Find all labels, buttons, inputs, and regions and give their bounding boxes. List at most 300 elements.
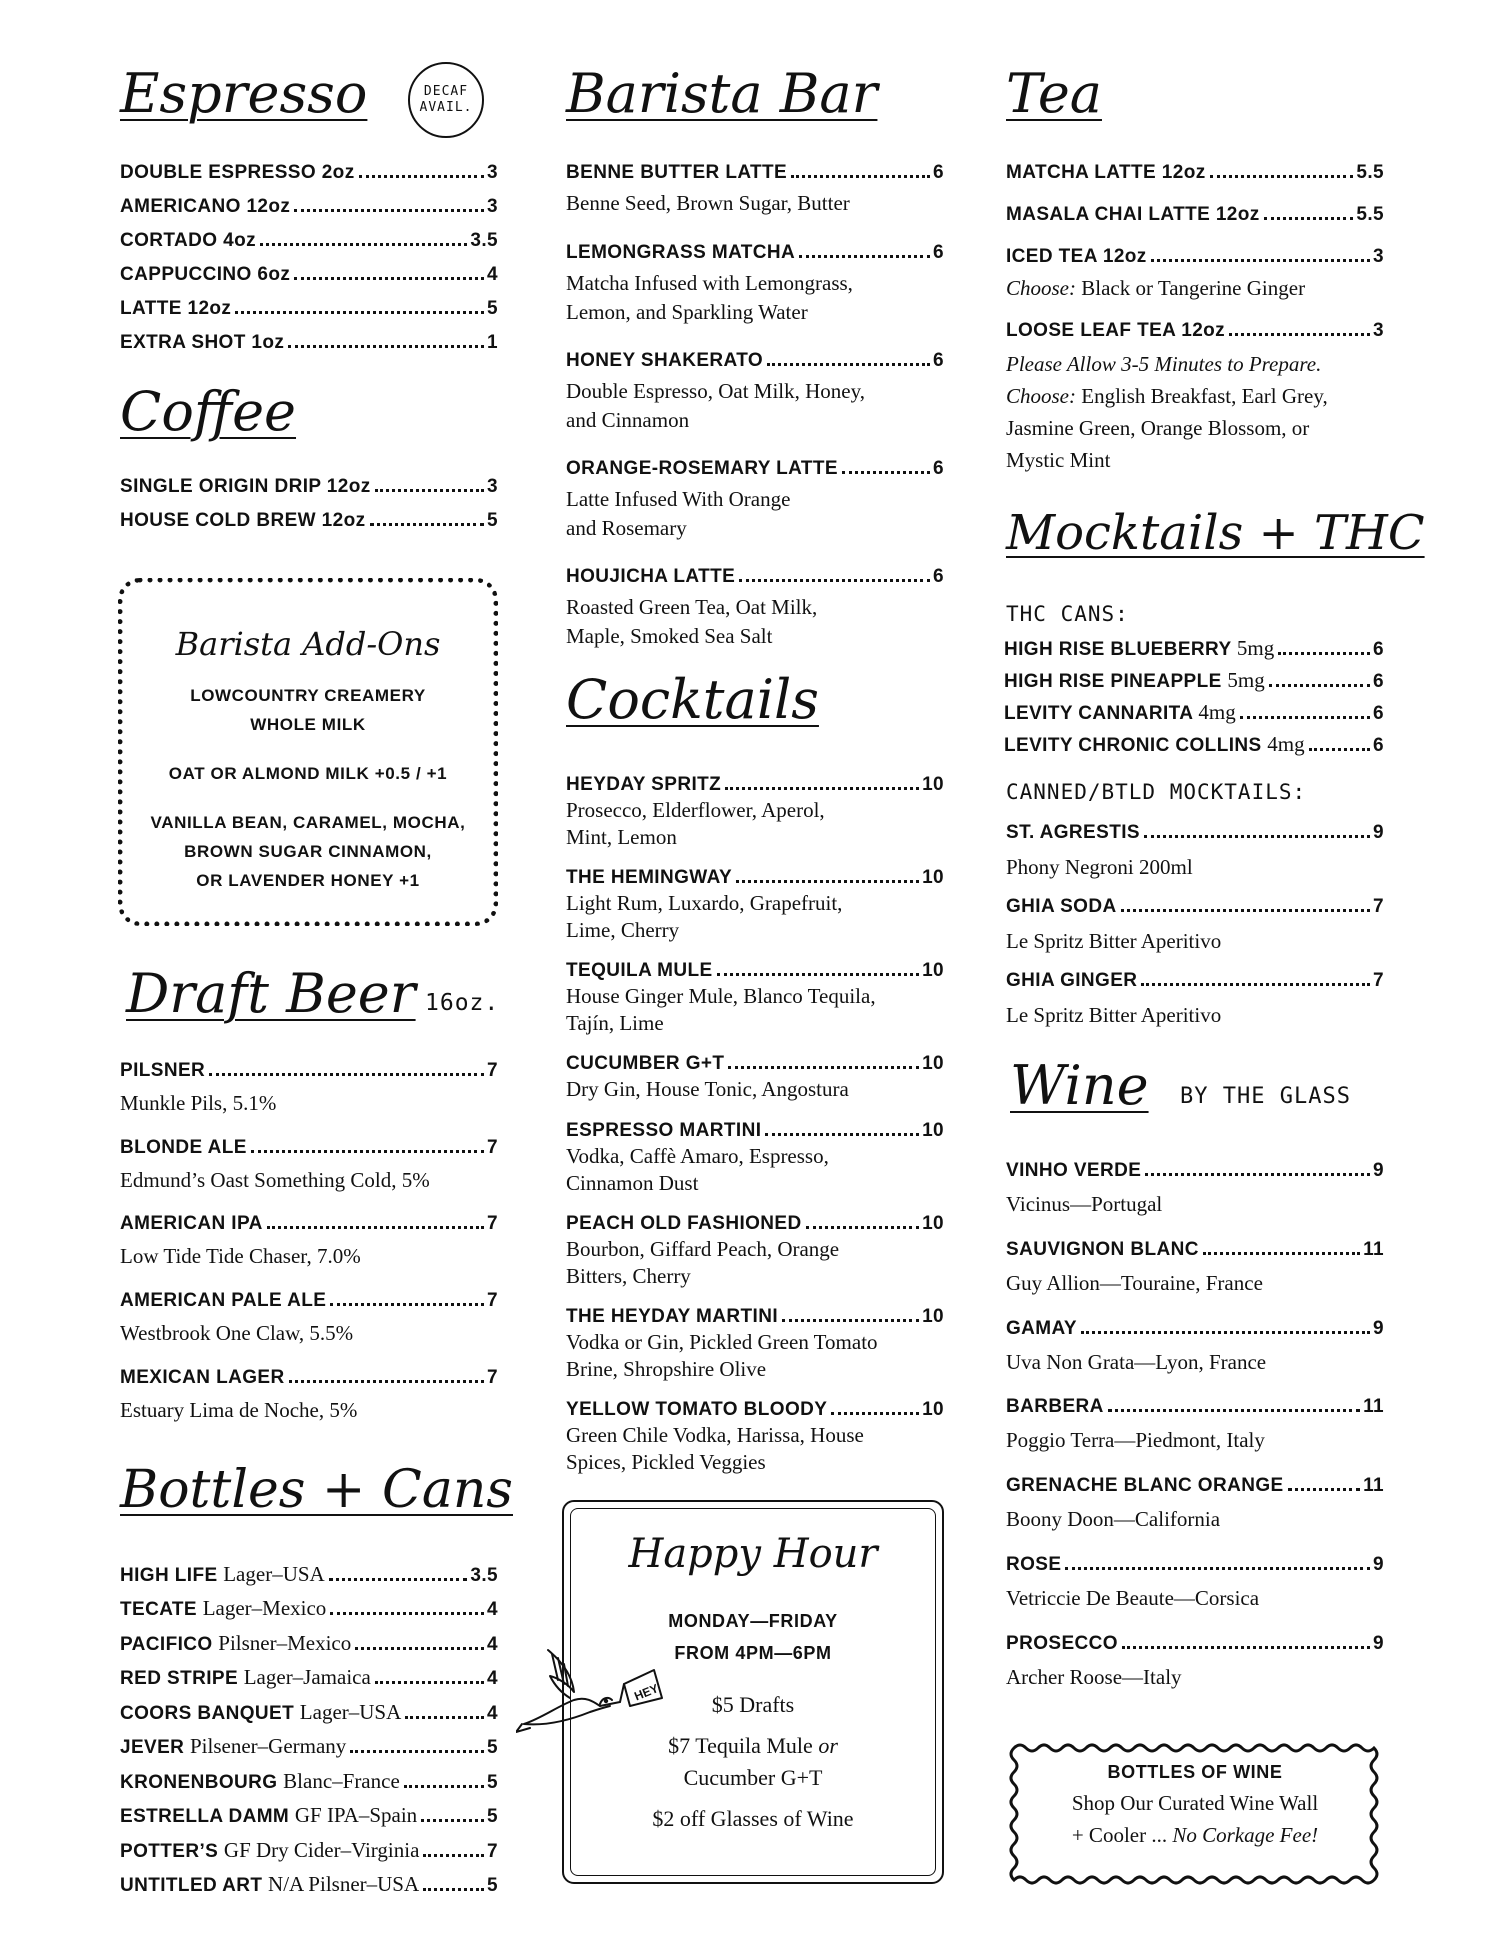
item-name: YELLOW TOMATO BLOODY (566, 1399, 828, 1420)
item-price: 10 (922, 960, 944, 981)
item-name: PILSNER (120, 1060, 206, 1081)
desc-line: Mint, Lemon (566, 825, 677, 849)
thc-name: LEVITY CANNARITA (1004, 703, 1193, 724)
item-description: Le Spritz Bitter Aperitivo (1006, 929, 1222, 953)
dot-leader (375, 1681, 484, 1684)
item-description: Edmund’s Oast Something Cold, 5% (120, 1168, 430, 1192)
dot-leader (359, 175, 484, 178)
desc-line: Green Chile Vodka, Harissa, House (566, 1423, 864, 1447)
dot-leader (350, 1750, 484, 1753)
item-description (1006, 348, 1384, 476)
item-price: 5 (487, 1806, 498, 1827)
item-price: 6 (933, 566, 944, 587)
item-name: PROSECCO (1006, 1633, 1118, 1654)
item-name: CAPPUCCINO 6oz (120, 264, 291, 285)
item-price: 4 (487, 1599, 498, 1620)
item-price: 5 (487, 1772, 498, 1793)
desc-line: House Ginger Mule, Blanco Tequila, (566, 984, 876, 1008)
thc-dose: 4mg (1267, 732, 1305, 756)
dot-leader (329, 1578, 468, 1581)
menu-item-row (120, 332, 498, 354)
beer-brand: TECATE (120, 1599, 197, 1620)
addons-line: VANILLA BEAN, CARAMEL, MOCHA, (150, 813, 466, 832)
menu-item-row (1006, 1475, 1384, 1497)
item-price: 11 (1363, 1239, 1384, 1260)
item-name: AMERICANO 12oz (120, 196, 291, 217)
dot-leader (1203, 1252, 1360, 1255)
item-price: 10 (922, 1053, 944, 1074)
thc-name: LEVITY CHRONIC COLLINS (1004, 735, 1262, 756)
item-price: 7 (487, 1213, 498, 1234)
item-price: 5 (487, 298, 498, 319)
deal-wine: $2 off Glasses of Wine (652, 1806, 854, 1831)
item-price: 7 (1373, 896, 1384, 917)
item-name: MATCHA LATTE 12oz (1006, 162, 1206, 183)
dot-leader (294, 209, 484, 212)
column-left (120, 0, 513, 1941)
wine-bottles-line1: Shop Our Curated Wine Wall (1071, 1791, 1319, 1815)
menu-item-row (1004, 668, 1384, 693)
dot-leader (1278, 652, 1370, 655)
item-price: 6 (933, 242, 944, 263)
dot-leader (209, 1073, 484, 1076)
dot-leader (791, 175, 930, 178)
item-description (566, 269, 944, 327)
menu-item-row (1006, 1554, 1384, 1576)
dot-leader (294, 277, 484, 280)
beer-style: Pilsner–Mexico (218, 1631, 352, 1655)
item-price: 6 (933, 458, 944, 479)
item-name: GHIA SODA (1006, 896, 1117, 917)
dot-leader (375, 489, 484, 492)
desc-line: and Rosemary (566, 516, 687, 540)
dot-leader (842, 471, 930, 474)
desc-line: Jasmine Green, Orange Blossom, or (1006, 416, 1310, 440)
beer-brand: COORS BANQUET (120, 1703, 295, 1724)
item-price: 7 (1373, 970, 1384, 991)
dot-leader (235, 311, 484, 314)
dot-leader (1108, 1409, 1360, 1412)
item-name (120, 1631, 351, 1656)
choose-label: Choose: (1006, 276, 1076, 300)
dot-leader (1065, 1567, 1370, 1570)
draft-size: 16oz. (425, 990, 500, 1016)
happy-hour-days: MONDAY—FRIDAY (668, 1611, 838, 1631)
item-description (566, 1236, 944, 1290)
item-description (566, 593, 944, 651)
dot-leader (717, 973, 919, 976)
item-name (120, 1803, 417, 1828)
item-name: LOOSE LEAF TEA 12oz (1006, 320, 1226, 341)
item-description: Munkle Pils, 5.1% (120, 1091, 277, 1115)
item-price: 3 (487, 196, 498, 217)
item-name: ORANGE-ROSEMARY LATTE (566, 458, 838, 479)
dot-leader (1141, 983, 1370, 986)
item-name: MEXICAN LAGER (120, 1367, 285, 1388)
wine-bottles-box (1006, 1758, 1384, 1850)
beer-style: GF IPA–Spain (294, 1803, 418, 1827)
item-price: 6 (1373, 735, 1384, 756)
dot-leader (1229, 333, 1370, 336)
item-name: CORTADO 4oz (120, 230, 256, 251)
menu-item-row (120, 1137, 498, 1159)
menu-item-row (120, 1213, 498, 1235)
desc-line: Benne Seed, Brown Sugar, Butter (566, 191, 850, 215)
dot-leader (1081, 1331, 1370, 1334)
item-price: 1 (487, 332, 498, 353)
menu-item-row (566, 867, 944, 889)
desc-line: Cinnamon Dust (566, 1171, 699, 1195)
menu-item-row (566, 242, 944, 264)
item-name: GHIA GINGER (1006, 970, 1138, 991)
item-name (1004, 668, 1265, 693)
menu-item-row (1006, 970, 1384, 992)
addons-text (123, 681, 493, 895)
beer-brand: HIGH LIFE (120, 1565, 218, 1586)
loose-leaf-note (1006, 348, 1384, 380)
dot-leader (736, 880, 919, 883)
item-description: Phony Negroni 200ml (1006, 855, 1193, 879)
item-price: 7 (487, 1841, 498, 1862)
menu-item-row (120, 1367, 498, 1389)
iced-tea-options: Black or Tangerine Ginger (1081, 276, 1306, 300)
item-price: 3 (487, 476, 498, 497)
item-name (120, 1838, 419, 1863)
wine-bottles-line2 (1006, 1820, 1384, 1850)
menu-item-row (566, 162, 944, 184)
item-price: 10 (922, 1120, 944, 1141)
desc-line: Bitters, Cherry (566, 1264, 691, 1288)
menu-item-row (1004, 732, 1384, 757)
thc-dose: 4mg (1198, 700, 1236, 724)
item-description: Guy Allion—Touraine, France (1006, 1271, 1263, 1295)
dot-leader (782, 1319, 919, 1322)
item-name: BLONDE ALE (120, 1137, 247, 1158)
menu-item-row (120, 196, 498, 218)
dot-leader (260, 243, 467, 246)
item-price: 3.5 (470, 1565, 498, 1586)
desc-line: Roasted Green Tea, Oat Milk, (566, 595, 818, 619)
item-description: Estuary Lima de Noche, 5% (120, 1398, 358, 1422)
desc-line: Lemon, and Sparkling Water (566, 300, 808, 324)
item-price: 9 (1373, 1554, 1384, 1575)
dot-leader (1121, 909, 1370, 912)
item-name: PEACH OLD FASHIONED (566, 1213, 802, 1234)
item-name: ST. AGRESTIS (1006, 822, 1140, 843)
item-price: 9 (1373, 822, 1384, 843)
wine-bottles-cooler: + Cooler ... (1071, 1823, 1168, 1847)
menu-item-row (1006, 1633, 1384, 1655)
menu-item-row (1006, 162, 1384, 184)
item-name (120, 1769, 400, 1794)
dot-leader (405, 1716, 484, 1719)
dot-leader (251, 1150, 484, 1153)
item-price: 4 (487, 264, 498, 285)
item-description (566, 983, 944, 1037)
deal-or: or (818, 1733, 838, 1758)
item-name (1004, 636, 1274, 661)
item-price: 6 (933, 350, 944, 371)
menu-item-row (1006, 246, 1384, 268)
dot-leader (831, 1412, 919, 1415)
item-price: 6 (933, 162, 944, 183)
menu-item-row (566, 566, 944, 588)
item-description: Low Tide Tide Chaser, 7.0% (120, 1244, 361, 1268)
item-price: 7 (487, 1290, 498, 1311)
item-price: 3 (487, 162, 498, 183)
item-name: ROSE (1006, 1554, 1062, 1575)
addons-box (118, 578, 498, 926)
dot-leader (421, 1819, 484, 1822)
beer-brand: POTTER’S (120, 1841, 219, 1862)
decaf-badge (408, 62, 484, 138)
item-name: HOUJICHA LATTE (566, 566, 736, 587)
item-price: 10 (922, 1399, 944, 1420)
item-name: ESPRESSO MARTINI (566, 1120, 762, 1141)
menu-item-row (120, 1872, 498, 1897)
item-name: LEMONGRASS MATCHA (566, 242, 796, 263)
menu-item-row (566, 1053, 944, 1075)
item-name: BENNE BUTTER LATTE (566, 162, 788, 183)
item-name (120, 1596, 326, 1621)
menu-item-row (120, 1665, 498, 1690)
item-name: VINHO VERDE (1006, 1160, 1142, 1181)
pelican-illustration (516, 1640, 666, 1750)
item-name (120, 1562, 325, 1587)
dot-leader (1151, 259, 1370, 262)
happy-hour-time: FROM 4PM—6PM (674, 1643, 832, 1663)
item-price: 9 (1373, 1318, 1384, 1339)
dot-leader (767, 363, 930, 366)
item-price: 5 (487, 1875, 498, 1896)
dot-leader (1145, 1173, 1370, 1176)
addons-line: BROWN SUGAR CINNAMON, (184, 842, 432, 861)
dot-leader (370, 523, 485, 526)
beer-style: N/A Pilsner–USA (268, 1872, 420, 1896)
menu-item-row (120, 1596, 498, 1621)
menu-item-row (120, 1838, 498, 1863)
desc-line: Spices, Pickled Veggies (566, 1450, 766, 1474)
thc-cans-heading: THC CANS: (1006, 602, 1129, 626)
menu-item-row (120, 1700, 498, 1725)
item-price: 4 (487, 1668, 498, 1689)
prep-note: Please Allow 3-5 Minutes to Prepare. (1006, 352, 1322, 376)
item-name: CUCUMBER G+T (566, 1053, 725, 1074)
desc-line: English Breakfast, Earl Grey, (1081, 384, 1328, 408)
column-middle (566, 0, 944, 1941)
desc-line: Tajín, Lime (566, 1011, 664, 1035)
item-name (1004, 732, 1305, 757)
addons-line: WHOLE MILK (250, 715, 366, 734)
dot-leader (1122, 1646, 1370, 1649)
item-description (566, 1329, 944, 1383)
addons-title: Barista Add-Ons (175, 625, 441, 663)
dot-leader (765, 1133, 919, 1136)
item-price: 6 (1373, 671, 1384, 692)
beer-brand: KRONENBOURG (120, 1772, 278, 1793)
item-description (566, 485, 944, 543)
tea-heading: Tea (1006, 62, 1102, 125)
no-corkage-fee: No Corkage Fee! (1172, 1823, 1319, 1847)
decaf-badge-line2: AVAIL. (419, 100, 473, 115)
menu-item-row (120, 1060, 498, 1082)
item-price: 6 (1373, 703, 1384, 724)
desc-line: Light Rum, Luxardo, Grapefruit, (566, 891, 843, 915)
choose-label: Choose: (1006, 384, 1076, 408)
canned-mocktails-heading: CANNED/BTLD MOCKTAILS: (1006, 780, 1307, 804)
dot-leader (404, 1785, 484, 1788)
dot-leader (1269, 684, 1370, 687)
flag-text: HEY (632, 1681, 661, 1704)
addons-line: OR LAVENDER HONEY +1 (196, 871, 420, 890)
addons-line: OAT OR ALMOND MILK +0.5 / +1 (168, 764, 448, 783)
desc-line: Mystic Mint (1006, 448, 1111, 472)
item-price: 10 (922, 867, 944, 888)
menu-item-row (1006, 1318, 1384, 1340)
item-price: 3 (1373, 320, 1384, 341)
dot-leader (330, 1303, 484, 1306)
item-description (566, 1076, 944, 1103)
item-name: MASALA CHAI LATTE 12oz (1006, 204, 1260, 225)
column-right (1004, 0, 1425, 1941)
menu-item-row (566, 1306, 944, 1328)
item-price: 11 (1363, 1475, 1384, 1496)
dot-leader (289, 1380, 484, 1383)
dot-leader (423, 1854, 484, 1857)
menu-item-row (120, 476, 498, 498)
item-price: 5 (487, 1737, 498, 1758)
desc-line: Lime, Cherry (566, 918, 680, 942)
item-name: BARBERA (1006, 1396, 1104, 1417)
menu-item-row (1006, 1396, 1384, 1418)
item-price: 10 (922, 774, 944, 795)
dot-leader (267, 1226, 484, 1229)
item-description: Westbrook One Claw, 5.5% (120, 1321, 354, 1345)
dot-leader (728, 1066, 919, 1069)
menu-item-row (566, 1213, 944, 1235)
item-price: 5.5 (1356, 204, 1384, 225)
menu-item-row (566, 960, 944, 982)
desc-line: Prosecco, Elderflower, Aperol, (566, 798, 825, 822)
dot-leader (739, 579, 930, 582)
item-name: SAUVIGNON BLANC (1006, 1239, 1199, 1260)
deal-cucumber: Cucumber G+T (683, 1765, 823, 1790)
dot-leader (423, 1888, 484, 1891)
item-name: HONEY SHAKERATO (566, 350, 764, 371)
decaf-badge-line1: DECAF (423, 84, 469, 99)
desc-line: and Cinnamon (566, 408, 690, 432)
item-price: 9 (1373, 1160, 1384, 1181)
item-price: 5 (487, 510, 498, 531)
item-name: LATTE 12oz (120, 298, 232, 319)
menu-item-row (120, 230, 498, 252)
wine-bottles-heading: BOTTLES OF WINE (1107, 1762, 1283, 1782)
wine-subtitle: BY THE GLASS (1180, 1084, 1351, 1109)
item-description: Archer Roose—Italy (1006, 1665, 1182, 1689)
beer-style: Lager–Jamaica (243, 1665, 371, 1689)
item-price: 5.5 (1356, 162, 1384, 183)
desc-line: Dry Gin, House Tonic, Angostura (566, 1077, 849, 1101)
menu-item-row (120, 1769, 498, 1794)
item-description (566, 797, 944, 851)
menu-item-row (1006, 1160, 1384, 1182)
desc-line: Latte Infused With Orange (566, 487, 791, 511)
item-name: AMERICAN PALE ALE (120, 1290, 327, 1311)
barista-bar-heading: Barista Bar (566, 62, 878, 125)
dot-leader (1264, 217, 1354, 220)
item-description: Boony Doon—California (1006, 1507, 1221, 1531)
menu-item-row (1004, 636, 1384, 661)
mocktails-heading: Mocktails + THC (1006, 505, 1425, 561)
menu-item-row (120, 1290, 498, 1312)
item-name (120, 1872, 419, 1897)
item-name: ICED TEA 12oz (1006, 246, 1147, 267)
menu-item-row (120, 162, 498, 184)
menu-item-row (566, 1120, 944, 1142)
item-price: 3 (1373, 246, 1384, 267)
menu-item-row (566, 458, 944, 480)
menu-item-row (1006, 822, 1384, 844)
item-name: HEYDAY SPRITZ (566, 774, 722, 795)
thc-dose: 5mg (1236, 636, 1275, 660)
dot-leader (725, 787, 919, 790)
desc-line: Vodka, Caffè Amaro, Espresso, (566, 1144, 829, 1168)
item-name: TEQUILA MULE (566, 960, 713, 981)
item-name: THE HEYDAY MARTINI (566, 1306, 779, 1327)
item-price: 3.5 (470, 230, 498, 251)
dot-leader (330, 1612, 484, 1615)
menu-item-row (1006, 204, 1384, 226)
item-name (1004, 700, 1236, 725)
menu-item-row (120, 298, 498, 320)
coffee-heading: Coffee (120, 380, 297, 443)
item-name (120, 1700, 401, 1725)
dot-leader (1288, 1488, 1361, 1491)
menu-item-row (1006, 320, 1384, 342)
beer-style: GF Dry Cider–Virginia (223, 1838, 420, 1862)
item-price: 7 (487, 1367, 498, 1388)
draft-beer-heading: Draft Beer (126, 962, 416, 1025)
item-description (566, 189, 944, 218)
dot-leader (1309, 748, 1370, 751)
beer-style: Lager–USA (299, 1700, 402, 1724)
desc-line: Vodka or Gin, Pickled Green Tomato (566, 1330, 878, 1354)
item-price: 7 (487, 1060, 498, 1081)
menu-item-row (566, 1399, 944, 1421)
menu-item-row (566, 774, 944, 796)
item-name (120, 1665, 371, 1690)
menu-item-row (120, 1803, 498, 1828)
item-description (566, 377, 944, 435)
item-description: Le Spritz Bitter Aperitivo (1006, 1003, 1222, 1027)
beer-brand: ESTRELLA DAMM (120, 1806, 290, 1827)
happy-hour-title: Happy Hour (628, 1531, 878, 1577)
dot-leader (799, 255, 930, 258)
item-price: 6 (1373, 639, 1384, 660)
beer-style: Lager–Mexico (202, 1596, 327, 1620)
beer-brand: PACIFICO (120, 1634, 213, 1655)
menu-item-row (566, 350, 944, 372)
menu-item-row (1004, 700, 1384, 725)
beer-brand: RED STRIPE (120, 1668, 239, 1689)
deal-tequila-text: $7 Tequila Mule (668, 1733, 813, 1758)
beer-brand: UNTITLED ART (120, 1875, 263, 1896)
dot-leader (1240, 716, 1370, 719)
loose-leaf-options (1006, 380, 1384, 412)
item-description (566, 1143, 944, 1197)
desc-line: Brine, Shropshire Olive (566, 1357, 767, 1381)
dot-leader (806, 1226, 919, 1229)
